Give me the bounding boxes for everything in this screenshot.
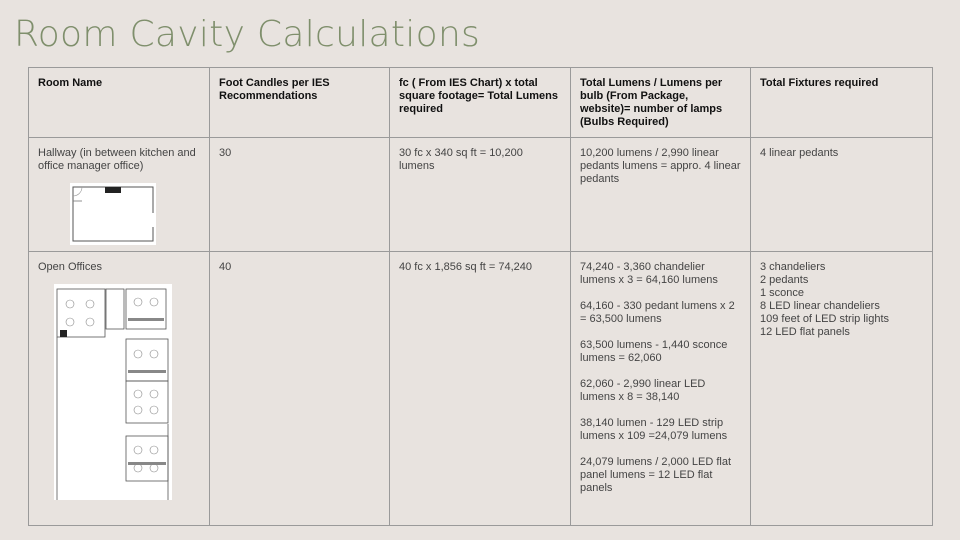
fixtures-cell [751, 252, 933, 526]
room-name: Open Offices [38, 261, 102, 273]
lamps-calc-cell [571, 138, 751, 252]
fixture-item: 1 sconce [760, 287, 805, 299]
room-name: Hallway (in between kitchen and office manager office) [38, 147, 196, 172]
header-foot-candles: Foot Candles per IES Recommendations [210, 68, 390, 138]
calc-step: 63,500 lumens - 1,440 sconce lumens = 62,060 [580, 339, 728, 364]
total-lumens-cell: 30 fc x 340 sq ft = 10,200 lumens [390, 138, 571, 252]
calc-step: 24,079 lumens / 2,000 LED flat panel lumens = 12 LED flat panels [580, 456, 732, 494]
lamps-calc-cell [571, 252, 751, 526]
fixture-item: 4 linear pedants [760, 147, 839, 159]
open-offices-floor-plan [54, 284, 172, 500]
page-title: Room Cavity Calculations [14, 14, 481, 55]
fixture-item: 3 chandeliers [760, 261, 826, 273]
fixture-item: 12 LED flat panels [760, 326, 850, 338]
calc-step: 10,200 lumens / 2,990 linear pedants lumens = appro. 4 linear pedants [580, 147, 741, 185]
calc-step: 64,160 - 330 pedant lumens x 2 = 63,500 lumens [580, 300, 735, 325]
header-row [29, 68, 933, 138]
header-total-fixtures: Total Fixtures required [751, 68, 933, 138]
table-row [29, 138, 933, 252]
room-cell [29, 252, 210, 526]
table-row [29, 252, 933, 526]
room-cell [29, 138, 210, 252]
total-lumens-cell: 40 fc x 1,856 sq ft = 74,240 [390, 252, 571, 526]
calculations-table [28, 67, 933, 526]
fixture-item: 109 feet of LED strip lights [760, 313, 890, 325]
calc-step: 38,140 lumen - 129 LED strip lumens x 109 =24,079 lumens [580, 417, 728, 442]
header-room-name: Room Name [29, 68, 210, 138]
calc-step: 62,060 - 2,990 linear LED lumens x 8 = 38,140 [580, 378, 706, 403]
fixtures-cell [751, 138, 933, 252]
calc-step: 74,240 - 3,360 chandelier lumens x 3 = 64,160 lumens [580, 261, 718, 286]
header-lamps-calc: Total Lumens / Lumens per bulb (From Package, website)= number of lamps (Bulbs Required) [571, 68, 751, 138]
foot-candles-cell: 30 [210, 138, 390, 252]
fixture-item: 8 LED linear chandeliers [760, 300, 880, 312]
hallway-floor-plan [70, 183, 156, 245]
fixture-item: 2 pedants [760, 274, 809, 286]
foot-candles-cell: 40 [210, 252, 390, 526]
header-total-lumens: fc ( From IES Chart) x total square footage= Total Lumens required [390, 68, 571, 138]
